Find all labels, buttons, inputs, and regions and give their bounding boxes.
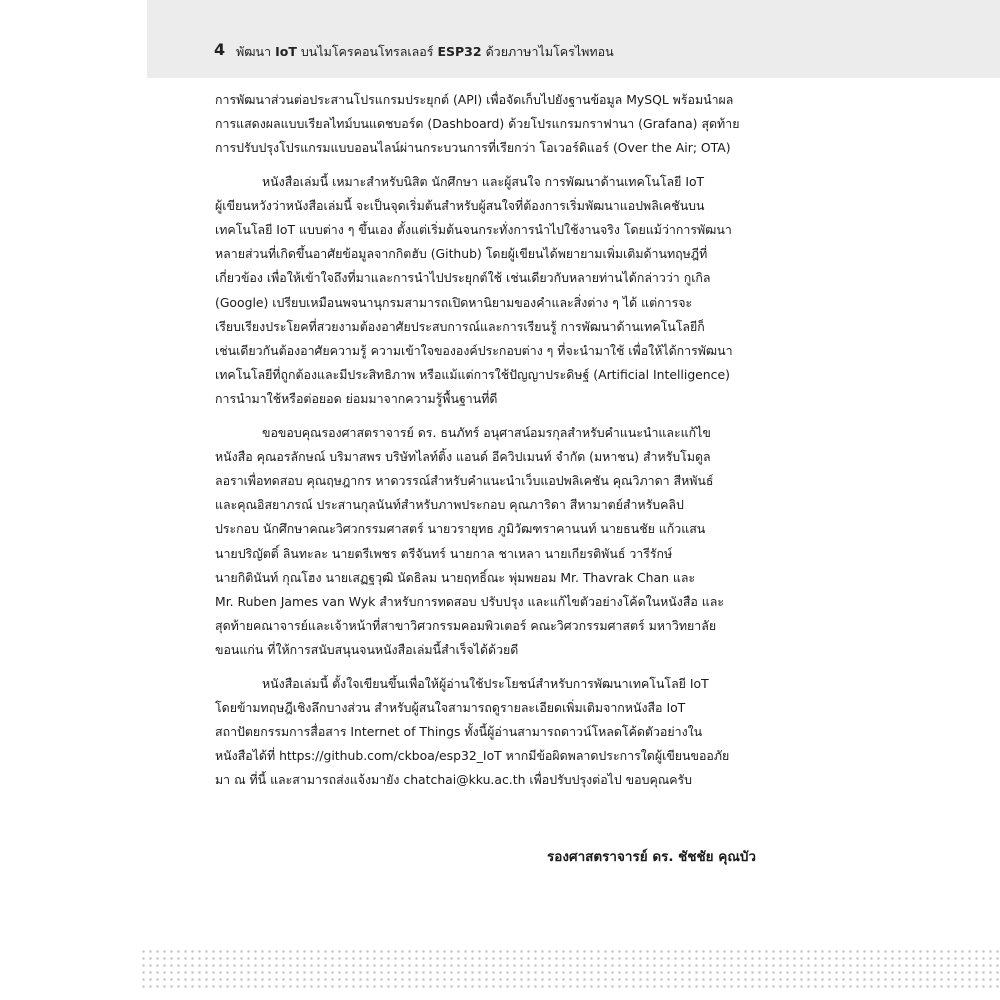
text-line: การพัฒนาส่วนต่อประสานโปรแกรมประยุกต์ (API) เพื่อจัดเก็บไปยังฐานข้อมูล MySQL พร้อมนำผล [215,92,734,107]
text-line: เทคโนโลยี IoT แบบต่าง ๆ ขึ้นเอง ตั้งแต่เริ่มต้นจนกระทั่งการนำไปใช้งานจริง โดยแม้ว่าการพัฒนา [215,222,732,238]
running-head-esp: ESP32 [437,44,482,59]
text-line: นายกิตินันท์ กุณโฮง นายเสฏฐวุฒิ นัดธิลม นายฤทธิ์ณะ พุ่มพยอม Mr. Thavrak Chan และ [215,569,696,585]
running-head-iot: IoT [275,44,297,59]
text-line: หนังสือเล่มนี้ เหมาะสำหรับนิสิต นักศึกษา และผู้สนใจ การพัฒนาด้านเทคโนโลยี IoT [262,173,705,189]
decorative-dot-pattern [140,948,1000,988]
running-head [236,42,614,62]
text-line: สุดท้ายคณาจารย์และเจ้าหน้าที่สาขาวิศวกรรมคอมพิวเตอร์ คณะวิศวกรรมศาสตร์ มหาวิทยาลัย [215,618,717,634]
text-line: ขอขอบคุณรองศาสตราจารย์ ดร. ธนภัทร์ อนุศาสน์อมรกุลสำหรับคำแนะนำและแก้ไข [262,424,711,440]
text-line: การแสดงผลแบบเรียลไทม์บนแดชบอร์ด (Dashboard) ด้วยโปรแกรมกราฟานา (Grafana) สุดท้าย [215,116,740,132]
running-head-prefix: พัฒนา [236,44,276,59]
page-header-band [147,0,1000,78]
text-line: การปรับปรุงโปรแกรมแบบออนไลน์ผ่านกระบวนการที่เรียกว่า โอเวอร์ดิแอร์ (Over the Air; OTA) [215,140,731,156]
text-line: และคุณอิสยาภรณ์ ประสานกุลนันท์สำหรับภาพประกอบ คุณภาริดา สีหามาตย์สำหรับคลิป [215,497,684,513]
body-text [215,88,753,793]
paragraph-4 [215,672,753,793]
text-line: (Google) เปรียบเหมือนพจนานุกรมสามารถเปิดหานิยามของคำและสิ่งต่าง ๆ ได้ แต่การจะ [215,294,693,310]
text-line: หลายส่วนที่เกิดขึ้นอาศัยข้อมูลจากกิตฮับ (Github) โดยผู้เขียนได้พยายามเพิ่มเติมด้านทฤษฎีที่ [215,246,708,262]
text-line: นายปริญัตติ์ ลินทะละ นายตรีเพชร ตรีจันทร์ นายกาล ชาเหลา นายเกียรติพันธ์ วารีรักษ์ [215,545,673,561]
text-line: ประกอบ นักศึกษาคณะวิศวกรรมศาสตร์ นายวรายุทธ ภูมิวัฒฑราคานนท์ นายธนชัย แก้วแสน [215,521,706,537]
text-line: หนังสือได้ที่ https://github.com/ckboa/esp32_IoT หากมีข้อผิดพลาดประการใดผู้เขียนขออภัย [215,748,730,764]
text-line: เกี่ยวข้อง เพื่อให้เข้าใจถึงที่มาและการนำไปประยุกต์ใช้ เช่นเดียวกับหลายท่านได้กล่าวว่า กูเกิล [215,270,711,286]
text-line: การนำมาใช้หรือต่อยอด ย่อมมาจากความรู้พื้นฐานที่ดี [215,391,498,407]
text-line: หนังสือ คุณอรลักษณ์ บริมาสพร บริษัทไลท์ติ้ง แอนด์ อีควิปเมนท์ จำกัด (มหาชน) สำหรับโมดูล [215,448,711,464]
paragraph-3 [215,421,753,663]
running-head-suffix: ด้วยภาษาไมโครไพทอน [481,44,614,59]
running-head-mid: บนไมโครคอนโทรลเลอร์ [296,44,438,59]
text-line: โดยข้ามทฤษฎีเชิงลึกบางส่วน สำหรับผู้สนใจสามารถดูรายละเอียดเพิ่มเติมจากหนังสือ IoT [215,699,686,715]
text-line: สถาปัตยกรรมการสื่อสาร Internet of Things ทั้งนี้ผู้อ่านสามารถดาวน์โหลดโค้ดตัวอย่างใน [215,724,703,740]
text-line: มา ณ ที่นี้ และสามารถส่งแจ้งมายัง chatchai@kku.ac.th เพื่อปรับปรุงต่อไป ขอบคุณครับ [215,772,693,788]
paragraph-2 [215,170,753,412]
text-line: เช่นเดียวกันต้องอาศัยความรู้ ความเข้าใจขององค์ประกอบต่าง ๆ ที่จะนำมาใช้ เพื่อให้ได้การพัฒนา [215,343,733,359]
text-line: เทคโนโลยีที่ถูกต้องและมีประสิทธิภาพ หรือแม้แต่การใช้ปัญญาประดิษฐ์ (Artificial Intelligence) [215,367,730,383]
text-line: ขอนแก่น ที่ให้การสนับสนุนจนหนังสือเล่มนี้สำเร็จได้ด้วยดี [215,642,519,658]
text-line: ลอราเพื่อทดสอบ คุณฤษฎากร หาดวรรณ์สำหรับคำแนะนำเว็บแอปพลิเคชัน คุณวิภาดา สีหพันธ์ [215,473,714,489]
paragraph-1 [215,88,753,161]
text-line: หนังสือเล่มนี้ ตั้งใจเขียนขึ้นเพื่อให้ผู้อ่านใช้ประโยชน์สำหรับการพัฒนาเทคโนโลยี IoT [262,675,709,691]
text-line: ผู้เขียนหวังว่าหนังสือเล่มนี้ จะเป็นจุดเริ่มต้นสำหรับผู้สนใจที่ต้องการเริ่มพัฒนาแอปพลิเคชันบน [215,197,705,213]
page-number: 4 [214,40,226,59]
author-signature: รองศาสตราจารย์ ดร. ชัชชัย คุณบัว [547,849,756,865]
text-line: Mr. Ruben James van Wyk สำหรับการทดสอบ ปรับปรุง และแก้ไขตัวอย่างโค้ดในหนังสือ และ [215,594,724,610]
text-line: เรียบเรียงประโยคที่สวยงามต้องอาศัยประสบการณ์และการเรียนรู้ การพัฒนาด้านเทคโนโลยีก็ [215,318,705,334]
